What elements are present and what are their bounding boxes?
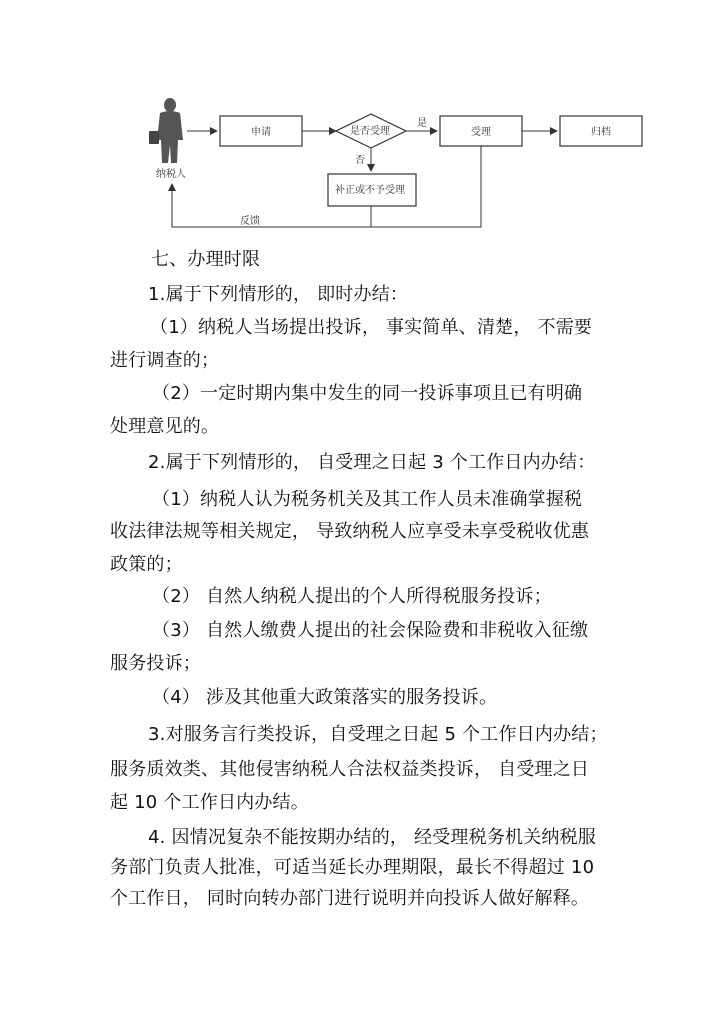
accept-label: 受理: [471, 127, 491, 138]
no-label: 否: [355, 155, 365, 166]
paragraph-line: （1）纳税人当场提出投诉， 事实简单、清楚， 不需要: [150, 317, 593, 338]
paragraph-line: （1）纳税人认为税务机关及其工作人员未准确掌握税: [152, 489, 583, 510]
paragraph-line: 1.属于下列情形的， 即时办结：: [148, 284, 409, 305]
paragraph-line: 收法律法规等相关规定， 导致纳税人应享受未享受税收优惠: [110, 521, 590, 542]
paragraph-line: （2） 自然人纳税人提出的个人所得税服务投诉；: [152, 586, 552, 607]
paragraph-line: 4. 因情况复杂不能按期办结的， 经受理税务机关纳税服: [148, 827, 597, 848]
yes-label: 是: [417, 118, 427, 129]
paragraph-line: 起 10 个工作日内办结。: [110, 792, 309, 813]
paragraph-line: 政策的；: [110, 554, 183, 575]
paragraph-line: （3） 自然人缴费人提出的社会保险费和非税收入征缴: [152, 620, 589, 641]
paragraph-line: 务部门负责人批准，可适当延长办理期限，最长不得超过 10: [110, 857, 595, 878]
decision-label: 是否受理: [350, 126, 390, 137]
paragraph-line: 处理意见的。: [110, 416, 220, 437]
paragraph-line: （4） 涉及其他重大政策落实的服务投诉。: [152, 687, 498, 708]
paragraph-line: 个工作日， 同时向转办部门进行说明并向投诉人做好解释。: [110, 888, 590, 909]
process-flowchart: [0, 0, 715, 240]
paragraph-line: 服务质效类、其他侵害纳税人合法权益类投诉， 自受理之日: [110, 759, 590, 780]
paragraph-line: 3.对服务言行类投诉，自受理之日起 5 个工作日内办结；: [148, 724, 608, 745]
correct-label: 补正或不予受理: [335, 185, 405, 196]
apply-label: 申请: [251, 127, 271, 138]
paragraph-line: 进行调查的；: [110, 350, 220, 371]
paragraph-line: 服务投诉；: [110, 653, 201, 674]
paragraph-line: （2）一定时期内集中发生的同一投诉事项且已有明确: [152, 383, 583, 404]
feedback-label: 反馈: [240, 216, 260, 227]
taxpayer-person-icon: [149, 98, 183, 163]
section-title: 七、办理时限: [151, 249, 261, 270]
paragraph-line: 2.属于下列情形的， 自受理之日起 3 个工作日内办结：: [148, 452, 596, 473]
archive-label: 归档: [591, 127, 611, 138]
feedback-line-accept: [172, 146, 481, 227]
taxpayer-label: 纳税人: [156, 169, 186, 180]
